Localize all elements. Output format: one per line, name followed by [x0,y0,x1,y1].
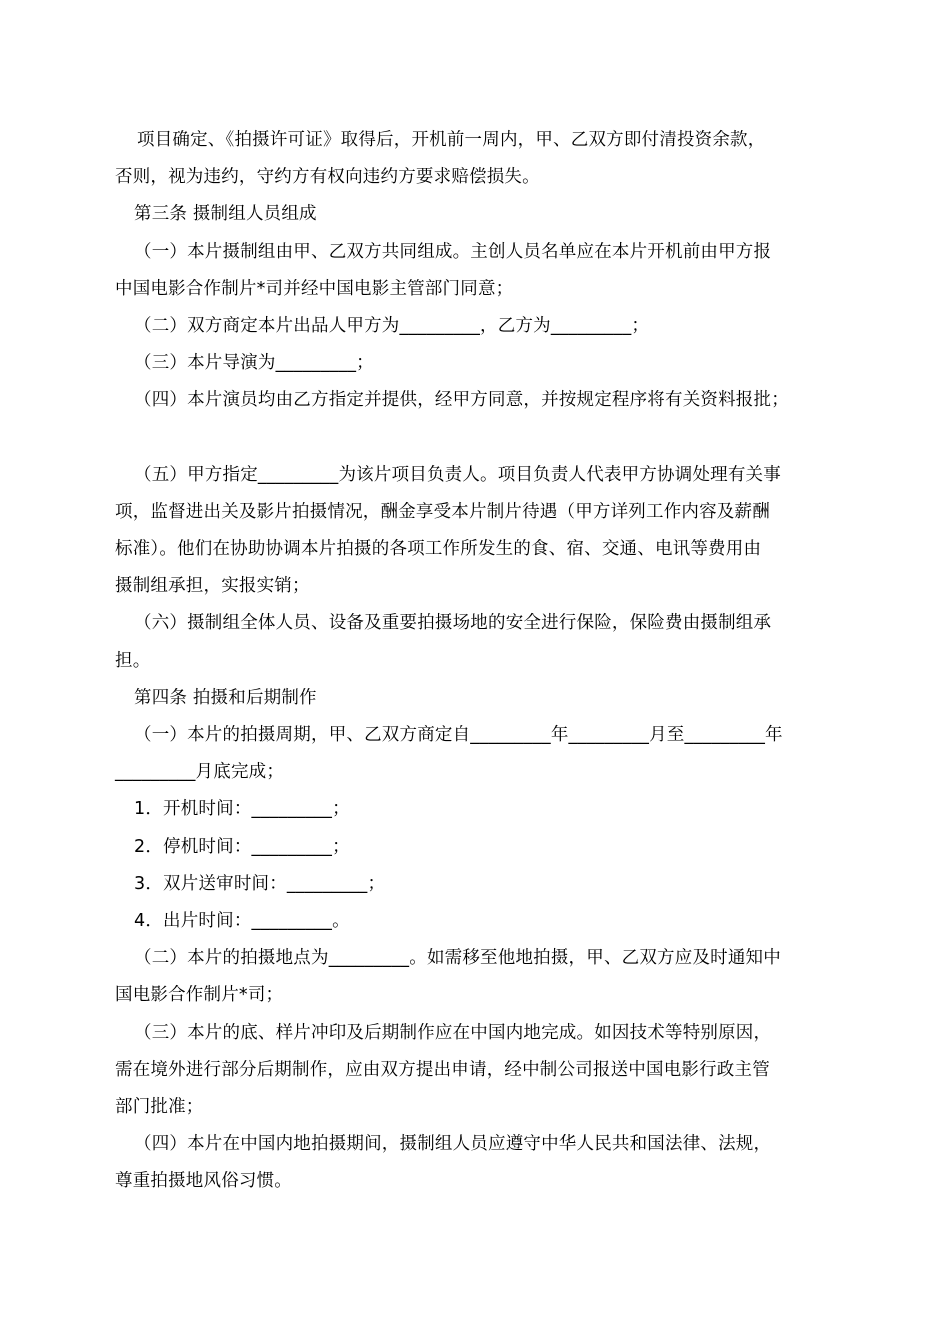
paragraph-line: 项目确定、《拍摄许可证》取得后，开机前一周内，甲、乙双方即付清投资余款， [137,130,766,150]
article-heading: 第四条 拍摄和后期制作 [134,687,317,708]
paragraph-line: 摄制组承担，实报实销； [115,576,310,597]
paragraph-line: （四）本片在中国内地拍摄期间，摄制组人员应遵守中华人民共和国法律、法规， [134,1134,772,1155]
paragraph-line: （二）双方商定本片出品人甲方为_________，乙方为_________； [134,315,650,336]
paragraph-line: （二）本片的拍摄地点为_________。如需移至他地拍摄，甲、乙双方应及时通知中 [134,948,781,969]
paragraph-line: 标准）。他们在协助协调本片拍摄的各项工作所发生的食、宿、交通、电讯等费用由 [115,539,762,560]
paragraph-line: （六）摄制组全体人员、设备及重要拍摄场地的安全进行保险，保险费由摄制组承 [134,613,772,634]
paragraph-line: 国电影合作制片*司； [115,985,284,1006]
document-body [115,122,843,1200]
paragraph-line: （一）本片摄制组由甲、乙双方共同组成。主创人员名单应在本片开机前由甲方报 [134,241,772,262]
paragraph-line: （四）本片演员均由乙方指定并提供，经甲方同意，并按规定程序将有关资料报批； [134,390,789,411]
paragraph-line: （三）本片导演为_________； [134,353,374,374]
paragraph-line: 需在境外进行部分后期制作，应由双方提出申请，经中制公司报送中国电影行政主管 [115,1059,770,1080]
article-heading: 第三条 摄制组人员组成 [134,204,317,225]
paragraph-line: _________月底完成； [115,762,285,783]
paragraph-line: 项，监督进出关及影片拍摄情况，酬金享受本片制片待遇（甲方详列工作内容及薪酬 [115,501,770,522]
list-item: 1．开机时间：_________； [134,799,350,820]
list-item: 2．停机时间：_________； [134,836,350,857]
list-item: 3．双片送审时间：_________； [134,873,386,894]
paragraph-line: （一）本片的拍摄周期，甲、乙双方商定自_________年_________月至_________年 [134,725,783,745]
paragraph-line: （五）甲方指定_________为该片项目负责人。项目负责人代表甲方协调处理有关事 [134,464,781,485]
paragraph-line: 部门批准； [115,1096,204,1117]
paragraph-line: 中国电影合作制片*司并经中国电影主管部门同意； [115,278,514,299]
blank-line [115,420,843,457]
paragraph-line: 否则，视为违约，守约方有权向违约方要求赔偿损失。 [115,167,540,188]
paragraph-line: 担。 [115,650,151,671]
list-item: 4．出片时间：_________。 [134,910,350,931]
paragraph-line: 尊重拍摄地风俗习惯。 [115,1171,292,1192]
paragraph-line: （三）本片的底、样片冲印及后期制作应在中国内地完成。如因技术等特别原因， [134,1022,772,1043]
